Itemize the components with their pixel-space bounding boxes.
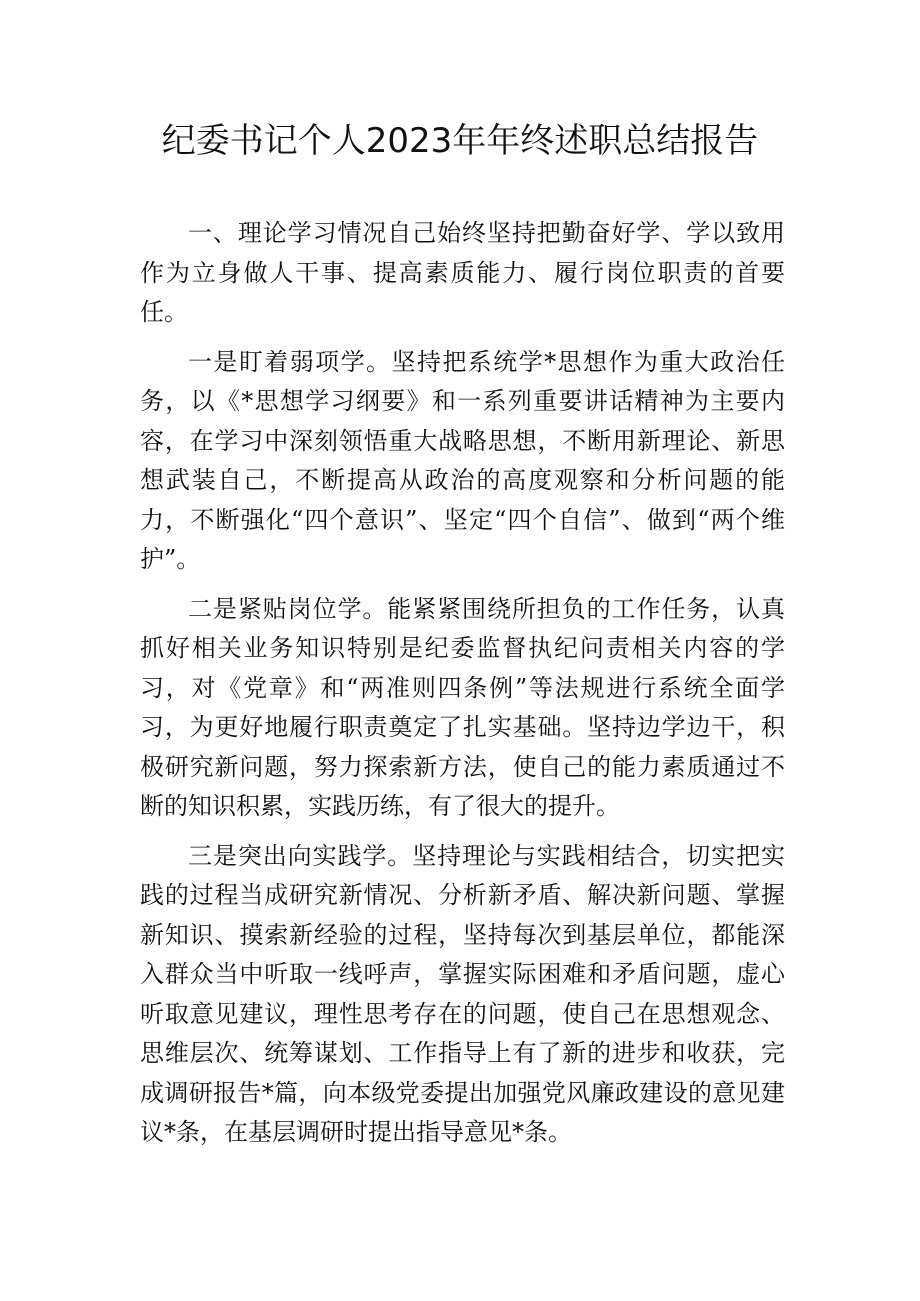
paragraph-job-study: 二是紧贴岗位学。能紧紧围绕所担负的工作任务，认真抓好相关业务知识特别是纪委监督执纪问责相关内容的学习，对《党章》和“两准则四条例”等法规进行系统全面学习，为更好地履行职责奠定了扎实基础。坚持边学边干，积极研究新问题，努力探索新方法，使自己的能力素质通过不断的知识积累，实践历练，有了很大的提升。 xyxy=(140,594,785,820)
paragraph-theory-study: 一、理论学习情况自己始终坚持把勤奋好学、学以致用作为立身做人干事、提高素质能力、履行岗位职责的首要任。 xyxy=(140,219,785,326)
document-body xyxy=(140,214,785,1153)
paragraph-practice-study: 三是突出向实践学。坚持理论与实践相结合，切实把实践的过程当成研究新情况、分析新矛盾、解决新问题、掌握新知识、摸索新经验的过程，坚持每次到基层单位，都能深入群众当中听取一线呼声，掌握实际困难和矛盾问题，虚心听取意见建议，理性思考存在的问题，使自己在思想观念、思维层次、统筹谋划、工作指导上有了新的进步和收获，完成调研报告*篇，向本级党委提出加强党风廉政建设的意见建议*条，在基层调研时提出指导意见*条。 xyxy=(140,841,785,1146)
paragraph-weak-points: 一是盯着弱项学。坚持把系统学*思想作为重大政治任务，以《*思想学习纲要》和一系列重要讲话精神为主要内容，在学习中深刻领悟重大战略思想，不断用新理论、新思想武装自己，不断提高从政治的高度观察和分析问题的能力，不断强化“四个意识”、坚定“四个自信”、做到“两个维护”。 xyxy=(140,347,785,573)
document-title: 纪委书记个人2023年年终述职总结报告 xyxy=(161,121,759,161)
